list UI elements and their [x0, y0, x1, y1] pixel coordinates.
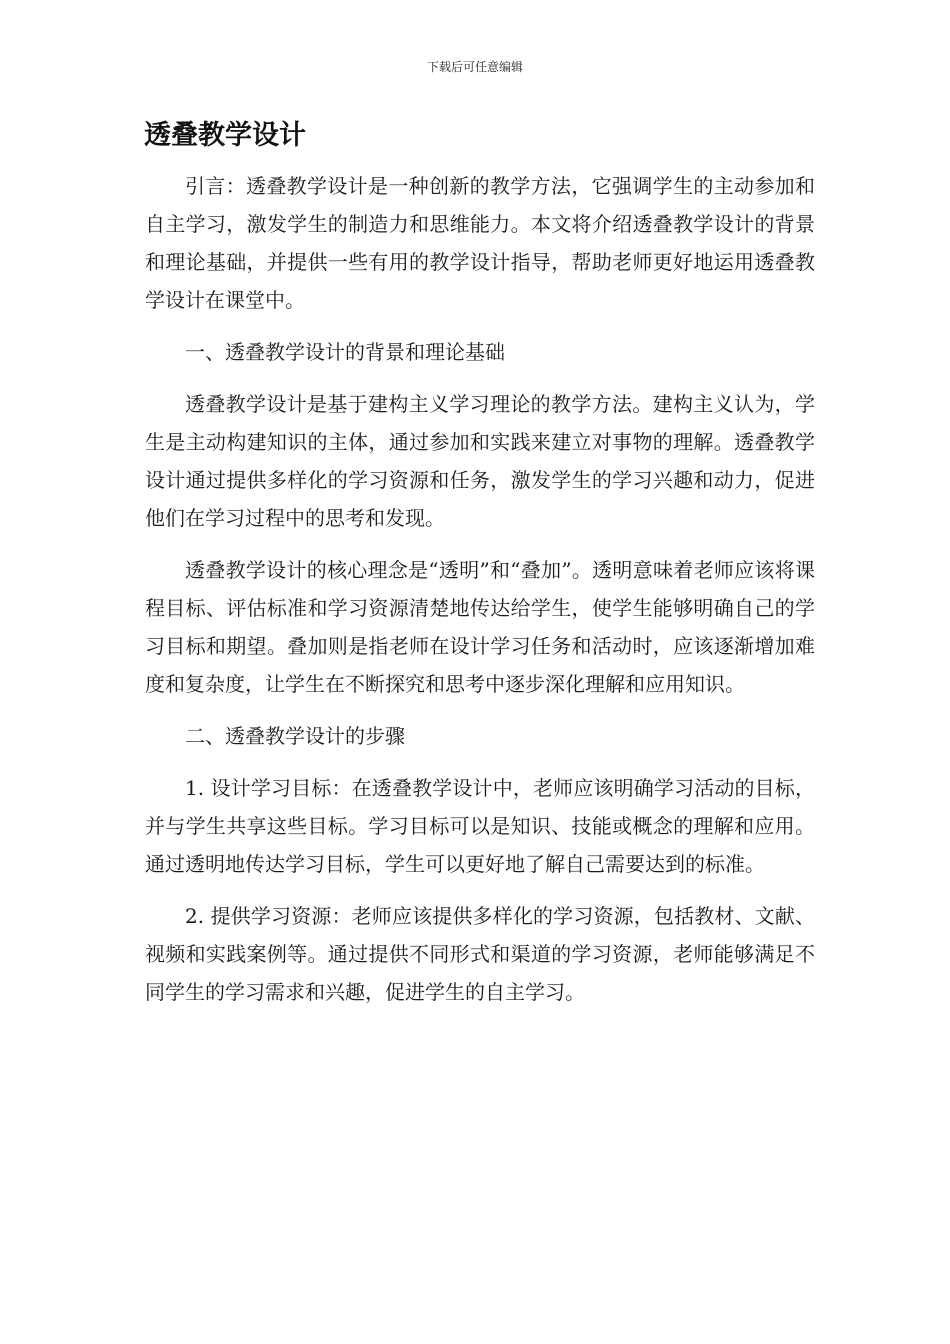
section-heading-2: 二、透叠教学设计的步骤	[185, 724, 405, 748]
intro-paragraph: 引言：透叠教学设计是一种创新的教学方法，它强调学生的主动参加和自主学习，激发学生的制造力和思维能力。本文将介绍透叠教学设计的背景和理论基础，并提供一些有用的教学设计指导，帮助老师更好地运用透叠教学设计在课堂中。	[145, 174, 815, 312]
section-heading-1: 一、透叠教学设计的背景和理论基础	[185, 340, 505, 364]
document-body	[145, 167, 815, 1025]
step-2-paragraph: 2. 提供学习资源：老师应该提供多样化的学习资源，包括教材、文献、视频和实践案例等。通过提供不同形式和渠道的学习资源，老师能够满足不同学生的学习需求和兴趣，促进学生的自主学习。	[145, 904, 815, 1004]
document-title: 透叠教学设计	[144, 120, 306, 151]
header-note: 下载后可任意编辑	[426, 60, 523, 74]
section1-paragraph-2: 透叠教学设计的核心理念是“透明”和“叠加”。透明意味着老师应该将课程目标、评估标准和学习资源清楚地传达给学生，使学生能够明确自己的学习目标和期望。叠加则是指老师在设计学习任务和活动时，应该逐渐增加难度和复杂度，让学生在不断探究和思考中逐步深化理解和应用知识。	[145, 558, 815, 696]
step-1-paragraph: 1. 设计学习目标：在透叠教学设计中，老师应该明确学习活动的目标，并与学生共享这些目标。学习目标可以是知识、技能或概念的理解和应用。通过透明地传达学习目标，学生可以更好地了解自己需要达到的标准。	[145, 776, 815, 876]
section1-paragraph-1: 透叠教学设计是基于建构主义学习理论的教学方法。建构主义认为，学生是主动构建知识的主体，通过参加和实践来建立对事物的理解。透叠教学设计通过提供多样化的学习资源和任务，激发学生的学习兴趣和动力，促进他们在学习过程中的思考和发现。	[145, 392, 815, 530]
